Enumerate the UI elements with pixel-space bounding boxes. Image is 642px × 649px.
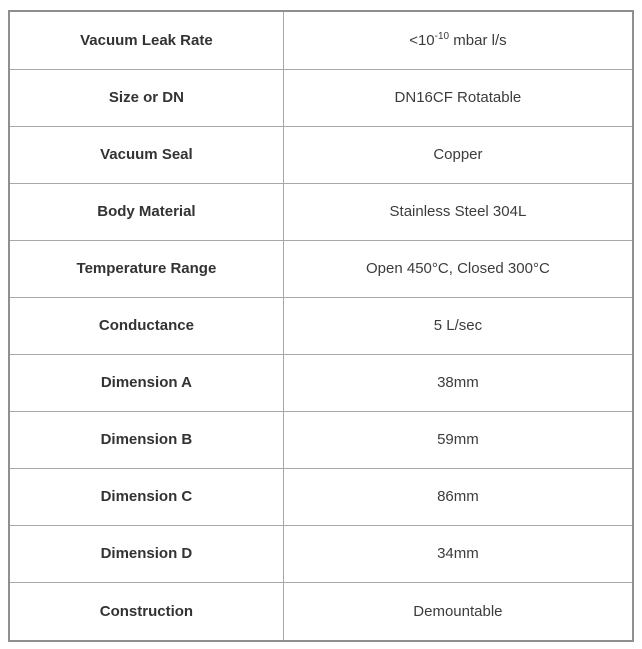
value-text: 86mm	[437, 488, 479, 505]
spec-value-cell	[283, 241, 633, 298]
spec-value-cell	[283, 526, 633, 583]
spec-table-row	[9, 526, 633, 583]
product-specification-table	[8, 10, 634, 642]
value-text: 59mm	[437, 431, 479, 448]
spec-table-row	[9, 583, 633, 642]
spec-label-cell: Size or DN	[9, 70, 283, 127]
spec-table-row	[9, 70, 633, 127]
value-text: Copper	[433, 146, 483, 163]
spec-value-cell	[283, 469, 633, 526]
spec-value-cell	[283, 11, 633, 70]
value-text: Demountable	[413, 602, 503, 620]
value-superscript: -10	[434, 30, 450, 42]
spec-label-cell: Dimension C	[9, 469, 283, 526]
spec-label-cell: Dimension B	[9, 412, 283, 469]
spec-table-row	[9, 355, 633, 412]
spec-table-row	[9, 412, 633, 469]
spec-value-cell	[283, 127, 633, 184]
spec-value-cell	[283, 412, 633, 469]
spec-table-row	[9, 241, 633, 298]
spec-table-row	[9, 11, 633, 70]
spec-label-cell: Construction	[9, 583, 283, 642]
value-text: Open 450°C, Closed 300°C	[366, 260, 550, 277]
spec-label-cell: Temperature Range	[9, 241, 283, 298]
spec-value-cell	[283, 355, 633, 412]
spec-label-cell: Dimension A	[9, 355, 283, 412]
value-text: 34mm	[437, 545, 479, 562]
spec-table-row	[9, 469, 633, 526]
value-text: DN16CF Rotatable	[394, 89, 522, 106]
value-text: mbar l/s	[449, 31, 507, 49]
spec-value-cell	[283, 70, 633, 127]
spec-label-cell: Vacuum Seal	[9, 127, 283, 184]
spec-table-row	[9, 298, 633, 355]
value-text: <10	[409, 31, 435, 49]
spec-value-cell	[283, 583, 633, 642]
spec-label-cell: Body Material	[9, 184, 283, 241]
value-text: 5 L/sec	[433, 317, 483, 334]
value-text: Stainless Steel 304L	[389, 203, 527, 220]
spec-table-row	[9, 127, 633, 184]
spec-value-cell	[283, 184, 633, 241]
spec-label-cell: Vacuum Leak Rate	[9, 11, 283, 70]
spec-label-cell: Conductance	[9, 298, 283, 355]
spec-label-cell: Dimension D	[9, 526, 283, 583]
spec-table-body	[9, 11, 633, 641]
value-text: 38mm	[437, 374, 479, 391]
spec-table-row	[9, 184, 633, 241]
spec-value-cell	[283, 298, 633, 355]
